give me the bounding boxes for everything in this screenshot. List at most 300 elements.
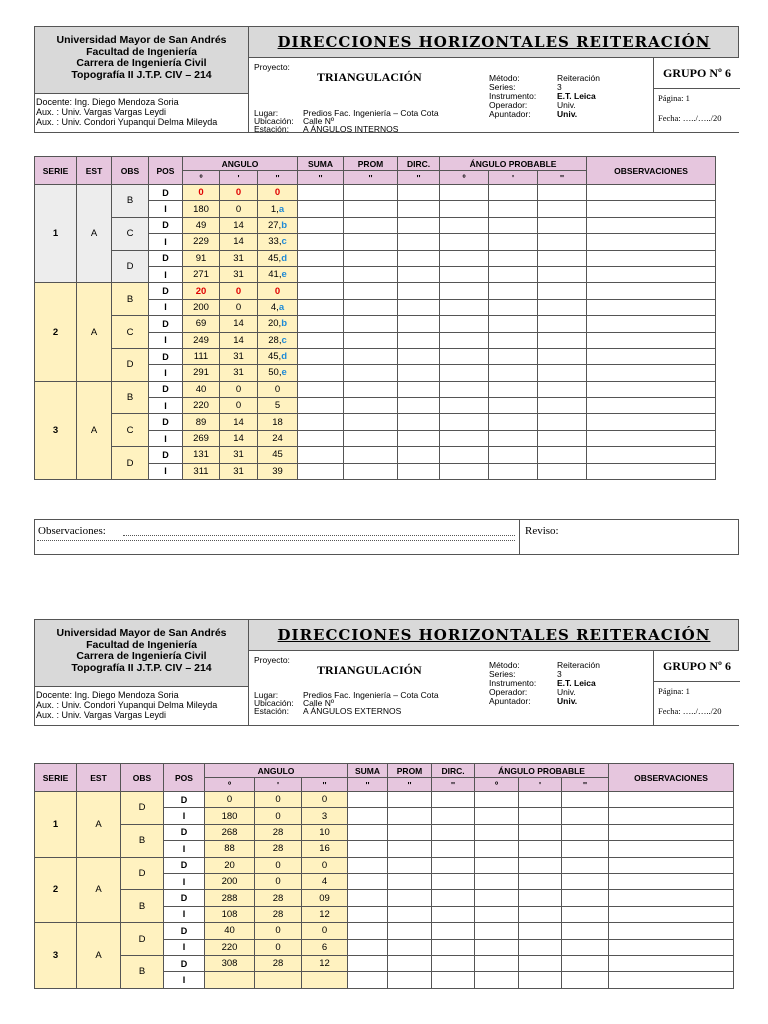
- suma-input-cell[interactable]: [298, 299, 344, 315]
- prom-input-cell[interactable]: [344, 299, 398, 315]
- dirc-input-cell[interactable]: [398, 234, 440, 250]
- prom-input-cell[interactable]: [344, 398, 398, 414]
- prob-deg-input-cell[interactable]: [475, 890, 519, 906]
- prob-deg-input-cell[interactable]: [440, 447, 489, 463]
- dirc-input-cell[interactable]: [398, 447, 440, 463]
- dirc-input-cell[interactable]: [432, 873, 475, 889]
- suma-input-cell[interactable]: [348, 808, 388, 824]
- dirc-input-cell[interactable]: [432, 906, 475, 922]
- suma-input-cell[interactable]: [298, 234, 344, 250]
- observaciones-input-cell[interactable]: [587, 250, 716, 266]
- observaciones-input-cell[interactable]: [609, 906, 734, 922]
- prob-min-input-cell[interactable]: [489, 348, 538, 364]
- prob-deg-input-cell[interactable]: [440, 201, 489, 217]
- prob-min-input-cell[interactable]: [489, 217, 538, 233]
- observaciones-input-cell[interactable]: [587, 348, 716, 364]
- prob-sec-input-cell[interactable]: [538, 348, 587, 364]
- prob-deg-input-cell[interactable]: [440, 283, 489, 299]
- angle-sec-cell: [302, 939, 348, 955]
- form-title: DIRECCIONES HORIZONTALES REITERACIÓN: [249, 620, 739, 651]
- prob-sec-input-cell[interactable]: [538, 332, 587, 348]
- dirc-input-cell[interactable]: [398, 414, 440, 430]
- suma-input-cell[interactable]: [298, 381, 344, 397]
- dirc-input-cell[interactable]: [398, 365, 440, 381]
- angle-sec-cell: [302, 824, 348, 840]
- suma-input-cell[interactable]: [298, 185, 344, 201]
- seconds-note: b: [281, 219, 288, 231]
- angle-sec-cell: [258, 234, 298, 250]
- prob-min-input-cell[interactable]: [489, 463, 538, 479]
- prob-sec-input-cell[interactable]: [538, 283, 587, 299]
- observaciones-input-cell[interactable]: [609, 923, 734, 939]
- prob-sec-input-cell[interactable]: [562, 955, 609, 971]
- prob-sec-input-cell[interactable]: [562, 857, 609, 873]
- seconds-value: 0: [274, 285, 281, 297]
- dirc-input-cell[interactable]: [398, 266, 440, 282]
- suma-input-cell[interactable]: [298, 430, 344, 446]
- angle-deg-cell: 311: [183, 463, 220, 479]
- observations-line[interactable]: [37, 540, 515, 541]
- dirc-input-cell[interactable]: [432, 841, 475, 857]
- prom-input-cell[interactable]: [344, 348, 398, 364]
- prom-input-cell[interactable]: [388, 857, 432, 873]
- table-row: [35, 955, 734, 971]
- pos-cell: D: [164, 923, 205, 939]
- prob-min-input-cell[interactable]: [519, 824, 562, 840]
- prob-sec-input-cell[interactable]: [562, 972, 609, 988]
- pos-cell: I: [149, 299, 183, 315]
- prom-input-cell[interactable]: [344, 234, 398, 250]
- seconds-value: 5: [274, 400, 281, 412]
- prob-sec-input-cell[interactable]: [538, 381, 587, 397]
- pos-cell: I: [149, 266, 183, 282]
- pos-cell: I: [164, 841, 205, 857]
- dirc-input-cell[interactable]: [432, 955, 475, 971]
- suma-input-cell[interactable]: [348, 923, 388, 939]
- prob-sec-input-cell[interactable]: [562, 792, 609, 808]
- prob-deg-input-cell[interactable]: [440, 398, 489, 414]
- prom-input-cell[interactable]: [388, 972, 432, 988]
- prob-deg-input-cell[interactable]: [440, 414, 489, 430]
- prob-deg-input-cell[interactable]: [440, 348, 489, 364]
- angle-deg-cell: 268: [205, 824, 255, 840]
- prob-sec-input-cell[interactable]: [562, 890, 609, 906]
- observaciones-input-cell[interactable]: [609, 890, 734, 906]
- table-row: [35, 824, 734, 840]
- prob-min-input-cell[interactable]: [519, 906, 562, 922]
- obs-cell: B: [112, 381, 149, 414]
- observaciones-input-cell[interactable]: [609, 792, 734, 808]
- prom-input-cell[interactable]: [344, 414, 398, 430]
- observaciones-input-cell[interactable]: [587, 414, 716, 430]
- apuntador-value: Univ.: [557, 109, 578, 119]
- prob-min-input-cell[interactable]: [489, 234, 538, 250]
- angle-min-cell: 28: [255, 841, 302, 857]
- angle-min-cell: 31: [220, 447, 258, 463]
- group-box: [653, 58, 740, 132]
- suma-input-cell[interactable]: [298, 217, 344, 233]
- seconds-value: 0: [321, 925, 328, 937]
- pos-cell: D: [164, 792, 205, 808]
- observaciones-input-cell[interactable]: [587, 398, 716, 414]
- prom-input-cell[interactable]: [344, 430, 398, 446]
- prob-sec-input-cell[interactable]: [538, 414, 587, 430]
- observaciones-input-cell[interactable]: [587, 463, 716, 479]
- suma-input-cell[interactable]: [348, 972, 388, 988]
- suma-input-cell[interactable]: [298, 348, 344, 364]
- instrumento-value: E.T. Leica: [557, 91, 596, 101]
- estacion-value: A ÁNGULOS EXTERNOS: [303, 706, 402, 716]
- suma-input-cell[interactable]: [298, 463, 344, 479]
- dirc-input-cell[interactable]: [432, 824, 475, 840]
- prob-sec-input-cell[interactable]: [538, 365, 587, 381]
- group-number: GRUPO Nº 6: [654, 58, 740, 89]
- observaciones-input-cell[interactable]: [609, 824, 734, 840]
- observaciones-input-cell[interactable]: [587, 234, 716, 250]
- prob-min-input-cell[interactable]: [489, 332, 538, 348]
- prob-sec-input-cell[interactable]: [562, 873, 609, 889]
- dirc-input-cell[interactable]: [432, 857, 475, 873]
- operador-value: Univ.: [557, 100, 576, 110]
- angle-min-cell: 14: [220, 234, 258, 250]
- prob-min-input-cell[interactable]: [489, 250, 538, 266]
- angle-min-cell: 0: [220, 398, 258, 414]
- prob-deg-input-cell[interactable]: [475, 972, 519, 988]
- prob-min-input-cell[interactable]: [489, 430, 538, 446]
- unit-seconds: '': [348, 778, 388, 792]
- dirc-input-cell[interactable]: [398, 332, 440, 348]
- prob-deg-input-cell[interactable]: [440, 365, 489, 381]
- prob-min-input-cell[interactable]: [489, 381, 538, 397]
- prom-input-cell[interactable]: [344, 283, 398, 299]
- angle-deg-cell: 288: [205, 890, 255, 906]
- prom-input-cell[interactable]: [344, 201, 398, 217]
- prob-min-input-cell[interactable]: [519, 873, 562, 889]
- dirc-input-cell[interactable]: [398, 430, 440, 446]
- unit-degrees: º: [205, 778, 255, 792]
- prom-input-cell[interactable]: [344, 365, 398, 381]
- prob-deg-input-cell[interactable]: [440, 299, 489, 315]
- date-field: Fecha: …../…../20: [658, 706, 722, 716]
- prob-min-input-cell[interactable]: [519, 792, 562, 808]
- observaciones-input-cell[interactable]: [587, 185, 716, 201]
- apuntador-value: Univ.: [557, 696, 578, 706]
- observaciones-input-cell[interactable]: [609, 857, 734, 873]
- pos-cell: D: [149, 283, 183, 299]
- obs-cell: D: [121, 792, 164, 825]
- dirc-input-cell[interactable]: [398, 250, 440, 266]
- prob-deg-input-cell[interactable]: [440, 381, 489, 397]
- observaciones-input-cell[interactable]: [587, 365, 716, 381]
- angle-deg-cell: 131: [183, 447, 220, 463]
- prom-input-cell[interactable]: [388, 906, 432, 922]
- prob-sec-input-cell[interactable]: [538, 398, 587, 414]
- form-title: DIRECCIONES HORIZONTALES REITERACIÓN: [249, 27, 739, 58]
- suma-input-cell[interactable]: [348, 841, 388, 857]
- prob-sec-input-cell[interactable]: [562, 824, 609, 840]
- prob-min-input-cell[interactable]: [519, 808, 562, 824]
- angle-min-cell: 0: [220, 381, 258, 397]
- dirc-input-cell[interactable]: [432, 792, 475, 808]
- prob-sec-input-cell[interactable]: [538, 299, 587, 315]
- header-est: EST: [77, 764, 121, 792]
- suma-input-cell[interactable]: [298, 316, 344, 332]
- prom-input-cell[interactable]: [388, 873, 432, 889]
- dirc-input-cell[interactable]: [432, 808, 475, 824]
- prob-min-input-cell[interactable]: [489, 398, 538, 414]
- prom-input-cell[interactable]: [344, 332, 398, 348]
- observaciones-input-cell[interactable]: [609, 972, 734, 988]
- suma-input-cell[interactable]: [348, 955, 388, 971]
- prob-sec-input-cell[interactable]: [562, 841, 609, 857]
- prob-sec-input-cell[interactable]: [538, 316, 587, 332]
- prom-input-cell[interactable]: [344, 463, 398, 479]
- lugar-value: Predios Fac. Ingeniería – Cota Cota: [303, 690, 439, 700]
- suma-input-cell[interactable]: [348, 857, 388, 873]
- prob-min-input-cell[interactable]: [519, 955, 562, 971]
- angle-deg-cell: 20: [183, 283, 220, 299]
- reviewed-label: Reviso:: [525, 525, 559, 537]
- observaciones-input-cell[interactable]: [587, 283, 716, 299]
- angle-sec-cell: [302, 841, 348, 857]
- prob-min-input-cell[interactable]: [489, 316, 538, 332]
- prob-sec-input-cell[interactable]: [538, 217, 587, 233]
- dirc-input-cell[interactable]: [398, 283, 440, 299]
- prob-sec-input-cell[interactable]: [538, 185, 587, 201]
- dirc-input-cell[interactable]: [398, 316, 440, 332]
- prom-input-cell[interactable]: [344, 250, 398, 266]
- prom-input-cell[interactable]: [388, 955, 432, 971]
- suma-input-cell[interactable]: [348, 792, 388, 808]
- prob-deg-input-cell[interactable]: [440, 316, 489, 332]
- prob-deg-input-cell[interactable]: [475, 841, 519, 857]
- dirc-input-cell[interactable]: [398, 217, 440, 233]
- angle-deg-cell: 200: [205, 873, 255, 889]
- suma-input-cell[interactable]: [298, 332, 344, 348]
- observaciones-input-cell[interactable]: [587, 266, 716, 282]
- suma-input-cell[interactable]: [298, 201, 344, 217]
- prob-deg-input-cell[interactable]: [475, 873, 519, 889]
- prob-sec-input-cell[interactable]: [538, 447, 587, 463]
- header-serie: SERIE: [35, 157, 77, 185]
- prob-deg-input-cell[interactable]: [440, 430, 489, 446]
- observaciones-input-cell[interactable]: [587, 217, 716, 233]
- suma-input-cell[interactable]: [298, 398, 344, 414]
- suma-input-cell[interactable]: [298, 283, 344, 299]
- prob-min-input-cell[interactable]: [489, 299, 538, 315]
- observations-line[interactable]: [123, 535, 515, 536]
- prob-min-input-cell[interactable]: [519, 857, 562, 873]
- dirc-input-cell[interactable]: [398, 299, 440, 315]
- angle-sec-cell: [258, 414, 298, 430]
- prob-min-input-cell[interactable]: [489, 185, 538, 201]
- angle-sec-cell: [258, 430, 298, 446]
- dirc-input-cell[interactable]: [432, 939, 475, 955]
- prob-sec-input-cell[interactable]: [538, 430, 587, 446]
- prob-min-input-cell[interactable]: [519, 972, 562, 988]
- angle-min-cell: 14: [220, 414, 258, 430]
- prom-input-cell[interactable]: [344, 266, 398, 282]
- suma-input-cell[interactable]: [348, 890, 388, 906]
- dirc-input-cell[interactable]: [398, 348, 440, 364]
- prom-input-cell[interactable]: [388, 923, 432, 939]
- pos-cell: D: [164, 824, 205, 840]
- prob-min-input-cell[interactable]: [489, 447, 538, 463]
- dirc-input-cell[interactable]: [432, 923, 475, 939]
- table-row: [35, 250, 716, 266]
- dirc-input-cell[interactable]: [432, 890, 475, 906]
- observaciones-input-cell[interactable]: [609, 939, 734, 955]
- prob-min-input-cell[interactable]: [519, 923, 562, 939]
- prom-input-cell[interactable]: [388, 939, 432, 955]
- university-name: Universidad Mayor de San Andrés Facultad de Ingeniería Carrera de Ingeniería Civil Topografía II J.T.P. CIV – 214: [56, 34, 227, 81]
- seconds-value: 12: [319, 908, 330, 920]
- dirc-input-cell[interactable]: [398, 381, 440, 397]
- prom-input-cell[interactable]: [344, 217, 398, 233]
- prob-deg-input-cell[interactable]: [475, 955, 519, 971]
- prob-deg-input-cell[interactable]: [475, 939, 519, 955]
- observaciones-input-cell[interactable]: [609, 873, 734, 889]
- prob-min-input-cell[interactable]: [519, 939, 562, 955]
- date-field: Fecha: …../…../20: [658, 113, 722, 123]
- suma-input-cell[interactable]: [298, 414, 344, 430]
- est-cell: A: [77, 792, 121, 858]
- suma-input-cell[interactable]: [348, 939, 388, 955]
- prom-input-cell[interactable]: [344, 316, 398, 332]
- prob-sec-input-cell[interactable]: [538, 250, 587, 266]
- prob-deg-input-cell[interactable]: [475, 906, 519, 922]
- prob-deg-input-cell[interactable]: [440, 217, 489, 233]
- seconds-note: b: [281, 318, 288, 330]
- obs-cell: D: [112, 250, 149, 283]
- prob-deg-input-cell[interactable]: [475, 792, 519, 808]
- table-row: [35, 316, 716, 332]
- obs-cell: B: [121, 824, 164, 857]
- suma-input-cell[interactable]: [348, 824, 388, 840]
- header-angulo: ANGULO: [183, 157, 298, 171]
- prob-deg-input-cell[interactable]: [440, 250, 489, 266]
- suma-input-cell[interactable]: [298, 250, 344, 266]
- angle-sec-cell: [258, 447, 298, 463]
- pos-cell: I: [164, 972, 205, 988]
- prob-sec-input-cell[interactable]: [538, 266, 587, 282]
- prob-sec-input-cell[interactable]: [562, 923, 609, 939]
- suma-input-cell[interactable]: [348, 906, 388, 922]
- dirc-input-cell[interactable]: [398, 398, 440, 414]
- observaciones-input-cell[interactable]: [587, 299, 716, 315]
- prob-deg-input-cell[interactable]: [440, 463, 489, 479]
- dirc-input-cell[interactable]: [398, 201, 440, 217]
- observaciones-input-cell[interactable]: [587, 316, 716, 332]
- header-dirc: DIRC.: [398, 157, 440, 171]
- prob-min-input-cell[interactable]: [519, 890, 562, 906]
- suma-input-cell[interactable]: [348, 873, 388, 889]
- prob-deg-input-cell[interactable]: [475, 808, 519, 824]
- dirc-input-cell[interactable]: [398, 185, 440, 201]
- prob-deg-input-cell[interactable]: [475, 824, 519, 840]
- angle-deg-cell: 291: [183, 365, 220, 381]
- prob-min-input-cell[interactable]: [519, 841, 562, 857]
- prob-deg-input-cell[interactable]: [475, 857, 519, 873]
- observaciones-input-cell[interactable]: [587, 381, 716, 397]
- observaciones-input-cell[interactable]: [587, 201, 716, 217]
- unit-seconds: '': [398, 171, 440, 185]
- prob-min-input-cell[interactable]: [489, 201, 538, 217]
- observaciones-input-cell[interactable]: [609, 841, 734, 857]
- observaciones-input-cell[interactable]: [609, 955, 734, 971]
- prom-input-cell[interactable]: [388, 792, 432, 808]
- obs-cell: D: [112, 348, 149, 381]
- prob-min-input-cell[interactable]: [489, 266, 538, 282]
- prob-deg-input-cell[interactable]: [475, 923, 519, 939]
- prob-deg-input-cell[interactable]: [440, 266, 489, 282]
- prob-deg-input-cell[interactable]: [440, 234, 489, 250]
- angle-min-cell: 0: [220, 185, 258, 201]
- angle-deg-cell: 271: [183, 266, 220, 282]
- obs-cell: C: [112, 316, 149, 349]
- seconds-value: 4,: [270, 301, 279, 313]
- suma-input-cell[interactable]: [298, 266, 344, 282]
- prom-input-cell[interactable]: [388, 808, 432, 824]
- serie-cell: 2: [35, 283, 77, 381]
- observations-label: Observaciones:: [38, 525, 106, 537]
- prob-deg-input-cell[interactable]: [440, 332, 489, 348]
- seconds-note: a: [278, 301, 285, 313]
- estacion-value: A ÁNGULOS INTERNOS: [303, 124, 399, 134]
- seconds-value: 12: [319, 958, 330, 970]
- dirc-input-cell[interactable]: [432, 972, 475, 988]
- seconds-note: e: [281, 367, 287, 379]
- prob-sec-input-cell[interactable]: [562, 939, 609, 955]
- unit-seconds: '': [432, 778, 475, 792]
- prob-sec-input-cell[interactable]: [538, 463, 587, 479]
- angle-sec-cell: [258, 201, 298, 217]
- prom-input-cell[interactable]: [344, 185, 398, 201]
- prom-input-cell[interactable]: [388, 824, 432, 840]
- observaciones-input-cell[interactable]: [587, 430, 716, 446]
- angle-sec-cell: [302, 857, 348, 873]
- angle-sec-cell: [258, 316, 298, 332]
- prom-input-cell[interactable]: [344, 447, 398, 463]
- angle-deg-cell: 108: [205, 906, 255, 922]
- prob-sec-input-cell[interactable]: [538, 201, 587, 217]
- angle-deg-cell: 88: [205, 841, 255, 857]
- prob-min-input-cell[interactable]: [489, 414, 538, 430]
- prob-min-input-cell[interactable]: [489, 365, 538, 381]
- unit-degrees: º: [475, 778, 519, 792]
- prob-deg-input-cell[interactable]: [440, 185, 489, 201]
- prom-input-cell[interactable]: [344, 381, 398, 397]
- prom-input-cell[interactable]: [388, 841, 432, 857]
- observaciones-input-cell[interactable]: [587, 332, 716, 348]
- prom-input-cell[interactable]: [388, 890, 432, 906]
- prob-sec-input-cell[interactable]: [562, 906, 609, 922]
- pos-cell: D: [164, 955, 205, 971]
- prob-sec-input-cell[interactable]: [562, 808, 609, 824]
- observaciones-input-cell[interactable]: [609, 808, 734, 824]
- dirc-input-cell[interactable]: [398, 463, 440, 479]
- observaciones-input-cell[interactable]: [587, 447, 716, 463]
- est-cell: A: [77, 185, 112, 283]
- seconds-note: c: [281, 334, 287, 346]
- pos-cell: I: [164, 939, 205, 955]
- suma-input-cell[interactable]: [298, 447, 344, 463]
- suma-input-cell[interactable]: [298, 365, 344, 381]
- header-prom: PROM: [344, 157, 398, 171]
- angle-sec-cell: [302, 808, 348, 824]
- prob-sec-input-cell[interactable]: [538, 234, 587, 250]
- prob-min-input-cell[interactable]: [489, 283, 538, 299]
